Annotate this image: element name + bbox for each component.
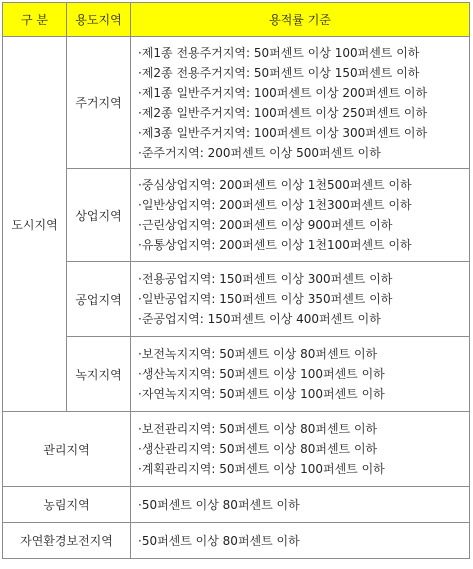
- floor-area-ratio-table: [2, 2, 470, 559]
- commercial-zone-label: 상업지역: [67, 169, 131, 262]
- agricultural-standards: [131, 487, 470, 523]
- standard-item: ·자연녹지지역: 50퍼센트 이상 100퍼센트 이하: [138, 387, 385, 401]
- management-standards: [131, 412, 470, 487]
- standard-item: ·제1종 전용주거지역: 50퍼센트 이상 100퍼센트 이하: [138, 45, 420, 60]
- standard-item: ·생산관리지역: 50퍼센트 이상 80퍼센트 이하: [138, 442, 378, 456]
- standard-item: ·계획관리지역: 50퍼센트 이상 100퍼센트 이하: [138, 462, 385, 476]
- standard-item: ·준주거지역: 200퍼센트 이상 500퍼센트 이하: [138, 145, 381, 160]
- standard-item: ·일반상업지역: 200퍼센트 이상 1천300퍼센트 이하: [138, 198, 412, 212]
- standard-item: ·보전녹지지역: 50퍼센트 이상 80퍼센트 이하: [138, 347, 378, 361]
- header-row: [3, 3, 470, 37]
- standard-item: ·제2종 일반주거지역: 100퍼센트 이상 250퍼센트 이하: [138, 105, 428, 120]
- row-residential: [3, 37, 470, 169]
- row-green: [3, 337, 470, 412]
- green-zone-label: 녹지지역: [67, 337, 131, 412]
- row-agricultural: [3, 487, 470, 523]
- green-standards: [131, 337, 470, 412]
- commercial-standards: [131, 169, 470, 262]
- standard-item: ·제3종 일반주거지역: 100퍼센트 이상 300퍼센트 이하: [138, 125, 428, 140]
- urban-area-label: 도시지역: [3, 37, 67, 412]
- standard-item: ·준공업지역: 150퍼센트 이상 400퍼센트 이하: [138, 312, 381, 326]
- conservation-standards: [131, 523, 470, 559]
- row-commercial: [3, 169, 470, 262]
- standard-item: ·중심상업지역: 200퍼센트 이상 1천500퍼센트 이하: [138, 178, 412, 192]
- standard-item: ·일반공업지역: 150퍼센트 이상 350퍼센트 이하: [138, 292, 393, 306]
- standard-item: ·생산녹지지역: 50퍼센트 이상 100퍼센트 이하: [138, 367, 385, 381]
- header-standard: 용적률 기준: [131, 3, 470, 37]
- management-area-label: 관리지역: [3, 412, 131, 487]
- industrial-standards: [131, 262, 470, 337]
- standard-item: ·보전관리지역: 50퍼센트 이상 80퍼센트 이하: [138, 422, 378, 436]
- standard-item: ·전용공업지역: 150퍼센트 이상 300퍼센트 이하: [138, 272, 393, 286]
- standard-item: ·제2종 전용주거지역: 50퍼센트 이상 150퍼센트 이하: [138, 65, 420, 80]
- row-industrial: [3, 262, 470, 337]
- standard-item: ·근린상업지역: 200퍼센트 이상 900퍼센트 이하: [138, 218, 393, 232]
- standard-item: ·유통상업지역: 200퍼센트 이상 1천100퍼센트 이하: [138, 238, 412, 252]
- agricultural-area-label: 농림지역: [3, 487, 131, 523]
- residential-zone-label: 주거지역: [67, 37, 131, 169]
- industrial-zone-label: 공업지역: [67, 262, 131, 337]
- standard-item: ·50퍼센트 이상 80퍼센트 이하: [138, 533, 300, 548]
- standard-item: ·제1종 일반주거지역: 100퍼센트 이상 200퍼센트 이하: [138, 85, 428, 100]
- conservation-area-label: 자연환경보전지역: [3, 523, 131, 559]
- row-management: [3, 412, 470, 487]
- row-conservation: [3, 523, 470, 559]
- residential-standards: [131, 37, 470, 169]
- header-zone: 용도지역: [67, 3, 131, 37]
- standard-item: ·50퍼센트 이상 80퍼센트 이하: [138, 497, 300, 512]
- header-category: 구 분: [3, 3, 67, 37]
